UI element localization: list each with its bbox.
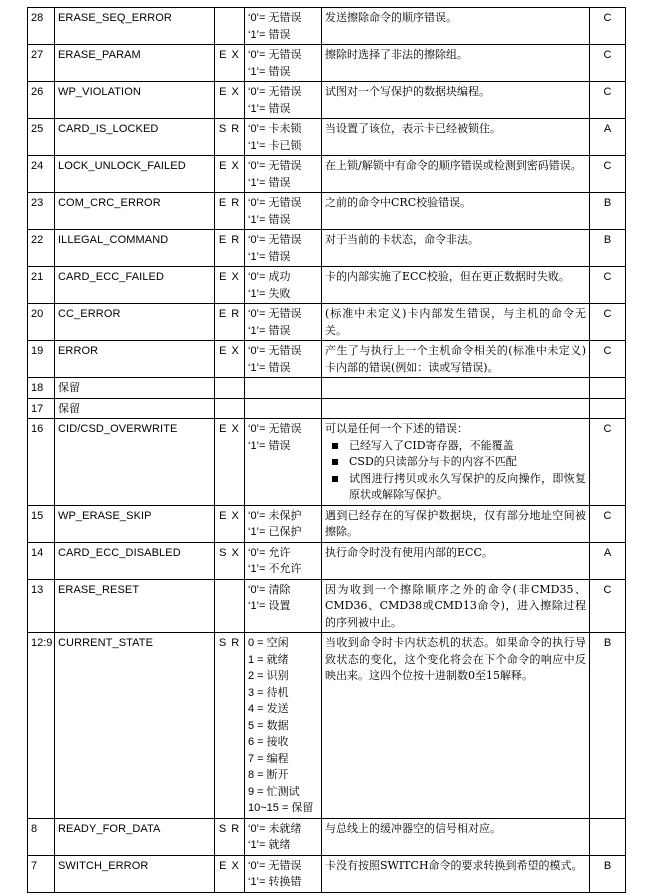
type-cell: E X [215, 156, 245, 193]
table-row [28, 579, 626, 633]
type-cell: E X [215, 341, 245, 378]
value-line: ‘1’= 失败 [248, 287, 291, 300]
description-text: 当收到命令时卡内状态机的状态。如果命令的执行导致状态的变化，这个变化将会在下个命令的响应中反映出来。这四个位按十进制数0至15解释。 [325, 636, 586, 682]
description-text: 因为收到一个擦除顺序之外的命令(非CMD35、CMD36、CMD38或CMD13命令)，进入擦除过程的序列被中止。 [325, 582, 586, 629]
value-line: ‘0’= 无错误 [248, 345, 302, 357]
bullet-list [325, 438, 586, 504]
value-line: ‘0’= 未就绪 [248, 822, 302, 835]
clear-condition-cell: B [590, 193, 626, 230]
clear-condition-cell [590, 398, 626, 419]
clear-condition-cell: A [590, 542, 626, 579]
identifier-cell: ILLEGAL_COMMAND [55, 230, 215, 267]
bullet-item [325, 471, 586, 504]
type-cell: E R [215, 304, 245, 341]
clear-condition-cell: C [590, 304, 626, 341]
type-cell: E X [215, 267, 245, 304]
table-row [28, 267, 626, 304]
description-cell [322, 818, 590, 855]
description-cell [322, 230, 590, 267]
bit-cell: 22 [28, 230, 55, 267]
clear-condition-cell [590, 378, 626, 399]
identifier-cell: CC_ERROR [55, 304, 215, 341]
description-text: 卡没有按照SWITCH命令的要求转换到希望的模式。 [325, 858, 583, 872]
table-row [28, 818, 626, 855]
bit-cell: 8 [28, 818, 55, 855]
value-line: ‘0’= 无错误 [248, 160, 302, 172]
value-cell [245, 419, 322, 506]
square-bullet-icon [332, 476, 338, 482]
value-line: ‘0’= 无错误 [248, 197, 302, 209]
identifier-cell: COM_CRC_ERROR [55, 193, 215, 230]
identifier-cell: ERROR [55, 341, 215, 378]
type-cell: S R [215, 818, 245, 855]
description-text: 发送擦除命令的顺序错误。 [325, 11, 457, 24]
square-bullet-icon [332, 443, 338, 449]
type-cell: E R [215, 230, 245, 267]
identifier-cell: CARD_ECC_DISABLED [55, 542, 215, 579]
clear-condition-cell: C [590, 156, 626, 193]
value-line: 9 = 忙测试 [248, 785, 300, 798]
bit-cell: 12:9 [28, 633, 55, 819]
value-line: 3 = 待机 [248, 686, 289, 699]
clear-condition-cell: C [590, 8, 626, 45]
value-line: 2 = 识别 [248, 670, 289, 682]
value-line: ‘0’= 无错误 [248, 859, 302, 872]
type-cell: E X [215, 45, 245, 82]
identifier-cell: READY_FOR_DATA [55, 818, 215, 855]
table-row [28, 304, 626, 341]
description-cell [322, 341, 590, 378]
value-line: ‘1’= 错误 [248, 65, 291, 78]
bullet-item [325, 454, 586, 471]
description-cell [322, 45, 590, 82]
description-cell [322, 419, 590, 506]
bullet-text: 已经写入了CID寄存器，不能覆盖 [349, 438, 514, 452]
bullet-text: CSD的只读部分与卡的内容不匹配 [349, 455, 517, 468]
square-bullet-icon [332, 459, 338, 465]
value-line: ‘0’= 无错误 [248, 423, 302, 435]
value-cell [245, 341, 322, 378]
description-cell [322, 304, 590, 341]
description-cell [322, 267, 590, 304]
table-row [28, 341, 626, 378]
type-cell: E R [215, 193, 245, 230]
description-text: 对于当前的卡状态，命令非法。 [325, 233, 479, 246]
table-row [28, 8, 626, 45]
bit-cell: 27 [28, 45, 55, 82]
table-row [28, 378, 626, 399]
bullet-item [325, 438, 586, 455]
value-line: ‘1’= 错误 [248, 176, 291, 189]
value-cell [245, 82, 322, 119]
value-line: ‘1’= 错误 [248, 361, 291, 374]
bullet-text: 试图进行拷贝或永久写保护的反向操作，即恢复原状或解除写保护。 [349, 471, 586, 501]
description-text: (标准中未定义)卡内部发生错误，与主机的命令无关。 [325, 307, 586, 337]
table-row [28, 855, 626, 892]
table-row [28, 193, 626, 230]
value-cell [245, 579, 322, 633]
value-line: ‘1’= 转换错 [248, 876, 302, 888]
value-line: ‘0’= 无错误 [248, 12, 302, 24]
bit-cell: 26 [28, 82, 55, 119]
description-cell [322, 8, 590, 45]
value-cell [245, 398, 322, 419]
card-status-table [27, 7, 626, 893]
table-row [28, 119, 626, 156]
value-line: ‘0’= 成功 [248, 271, 291, 283]
value-line: ‘1’= 设置 [248, 600, 291, 612]
clear-condition-cell: C [590, 419, 626, 506]
description-cell [322, 82, 590, 119]
clear-condition-cell: C [590, 579, 626, 633]
value-line: ‘1’= 错误 [248, 213, 291, 226]
value-line: ‘1’= 错误 [248, 250, 291, 263]
clear-condition-cell: C [590, 267, 626, 304]
table-row [28, 82, 626, 119]
description-text: 擦除时选择了非法的擦除组。 [325, 48, 468, 61]
table-row [28, 419, 626, 506]
description-cell [322, 119, 590, 156]
value-line: ‘1’= 卡已锁 [248, 139, 302, 152]
clear-condition-cell: C [590, 341, 626, 378]
description-text: 可以是任何一个下述的错误： [325, 422, 468, 435]
description-text: 之前的命令中CRC校验错误。 [325, 196, 472, 209]
type-cell: E X [215, 419, 245, 506]
description-cell [322, 398, 590, 419]
value-line: 4 = 发送 [248, 703, 289, 715]
table-row [28, 542, 626, 579]
value-line: 6 = 接收 [248, 736, 289, 748]
value-line: ‘0’= 允许 [248, 546, 291, 559]
value-line: ‘1’= 错误 [248, 102, 291, 115]
value-cell [245, 378, 322, 399]
value-line: ‘1’= 错误 [248, 28, 291, 41]
description-cell [322, 633, 590, 819]
description-text: 在上锁/解锁中有命令的顺序错误或检测到密码错误。 [325, 159, 582, 172]
bit-cell: 19 [28, 341, 55, 378]
value-line: ‘0’= 无错误 [248, 49, 302, 61]
value-cell [245, 8, 322, 45]
table-row [28, 398, 626, 419]
identifier-cell: SWITCH_ERROR [55, 855, 215, 892]
type-cell [215, 8, 245, 45]
identifier-cell: CID/CSD_OVERWRITE [55, 419, 215, 506]
identifier-cell: CARD_ECC_FAILED [55, 267, 215, 304]
bit-cell: 15 [28, 505, 55, 542]
table-row [28, 505, 626, 542]
bit-cell: 14 [28, 542, 55, 579]
description-cell [322, 579, 590, 633]
clear-condition-cell: A [590, 119, 626, 156]
description-text: 执行命令时没有使用内部的ECC。 [325, 545, 493, 559]
value-line: ‘0’= 清除 [248, 583, 291, 596]
table-row [28, 156, 626, 193]
value-line: ‘1’= 错误 [248, 324, 291, 337]
value-cell [245, 267, 322, 304]
value-cell [245, 156, 322, 193]
clear-condition-cell: C [590, 82, 626, 119]
identifier-cell: CARD_IS_LOCKED [55, 119, 215, 156]
type-cell [215, 398, 245, 419]
value-line: ‘1’= 已保护 [248, 526, 302, 538]
bit-cell: 17 [28, 398, 55, 419]
bit-cell: 16 [28, 419, 55, 506]
description-cell [322, 378, 590, 399]
status-register-table-page [27, 7, 625, 893]
description-cell [322, 542, 590, 579]
table-row [28, 45, 626, 82]
identifier-cell: WP_ERASE_SKIP [55, 505, 215, 542]
type-cell: E X [215, 82, 245, 119]
type-cell [215, 378, 245, 399]
type-cell: S R [215, 633, 245, 819]
value-cell [245, 818, 322, 855]
clear-condition-cell: C [590, 505, 626, 542]
table-row [28, 633, 626, 819]
description-cell [322, 156, 590, 193]
value-cell [245, 193, 322, 230]
table-row [28, 230, 626, 267]
description-text: 与总线上的缓冲器空的信号相对应。 [325, 821, 501, 835]
clear-condition-cell [590, 818, 626, 855]
value-line: ‘1’= 就绪 [248, 839, 291, 851]
description-text: 产生了与执行上一个主机命令相关的(标准中未定义)卡内部的错误(例如：读或写错误)。 [325, 344, 586, 374]
type-cell [215, 579, 245, 633]
value-line: ‘1’= 不允许 [248, 563, 302, 575]
bit-cell: 18 [28, 378, 55, 399]
value-line: 8 = 断开 [248, 769, 289, 781]
type-cell: E X [215, 855, 245, 892]
value-line: ‘0’= 无错误 [248, 86, 302, 98]
identifier-cell: ERASE_SEQ_ERROR [55, 8, 215, 45]
bit-cell: 13 [28, 579, 55, 633]
bit-cell: 28 [28, 8, 55, 45]
bit-cell: 23 [28, 193, 55, 230]
clear-condition-cell: B [590, 633, 626, 819]
description-text: 遇到已经存在的写保护数据块，仅有部分地址空间被擦除。 [325, 508, 586, 538]
identifier-cell: ERASE_PARAM [55, 45, 215, 82]
identifier-cell: LOCK_UNLOCK_FAILED [55, 156, 215, 193]
description-cell [322, 855, 590, 892]
value-line: ‘1’= 错误 [248, 439, 291, 452]
value-cell [245, 542, 322, 579]
value-line: ‘0’= 无错误 [248, 234, 302, 246]
bit-cell: 7 [28, 855, 55, 892]
clear-condition-cell: C [590, 45, 626, 82]
table-body [28, 8, 626, 893]
bit-cell: 20 [28, 304, 55, 341]
value-cell [245, 119, 322, 156]
value-cell [245, 505, 322, 542]
value-line: 10~15 = 保留 [248, 802, 314, 814]
description-text: 当设置了该位，表示卡已经被锁住。 [325, 122, 501, 135]
value-cell [245, 633, 322, 819]
clear-condition-cell: B [590, 855, 626, 892]
value-line: ‘0’= 未保护 [248, 509, 302, 522]
value-cell [245, 304, 322, 341]
value-line: 7 = 编程 [248, 752, 289, 765]
description-text: 卡的内部实施了ECC校验，但在更正数据时失败。 [325, 270, 570, 283]
identifier-cell: WP_VIOLATION [55, 82, 215, 119]
value-line: ‘0’= 卡未锁 [248, 123, 302, 135]
value-cell [245, 45, 322, 82]
value-line: 5 = 数据 [248, 719, 289, 732]
value-cell [245, 230, 322, 267]
value-line: 1 = 就绪 [248, 653, 289, 666]
identifier-cell: 保留 [55, 378, 215, 399]
value-cell [245, 855, 322, 892]
bit-cell: 24 [28, 156, 55, 193]
type-cell: S R [215, 119, 245, 156]
description-cell [322, 193, 590, 230]
description-cell [322, 505, 590, 542]
bit-cell: 21 [28, 267, 55, 304]
value-line: 0 = 空闲 [248, 637, 289, 649]
clear-condition-cell: B [590, 230, 626, 267]
type-cell: S X [215, 542, 245, 579]
type-cell: E X [215, 505, 245, 542]
bit-cell: 25 [28, 119, 55, 156]
description-text: 试图对一个写保护的数据块编程。 [325, 85, 490, 98]
identifier-cell: ERASE_RESET [55, 579, 215, 633]
identifier-cell: 保留 [55, 398, 215, 419]
value-line: ‘0’= 无错误 [248, 308, 302, 320]
identifier-cell: CURRENT_STATE [55, 633, 215, 819]
